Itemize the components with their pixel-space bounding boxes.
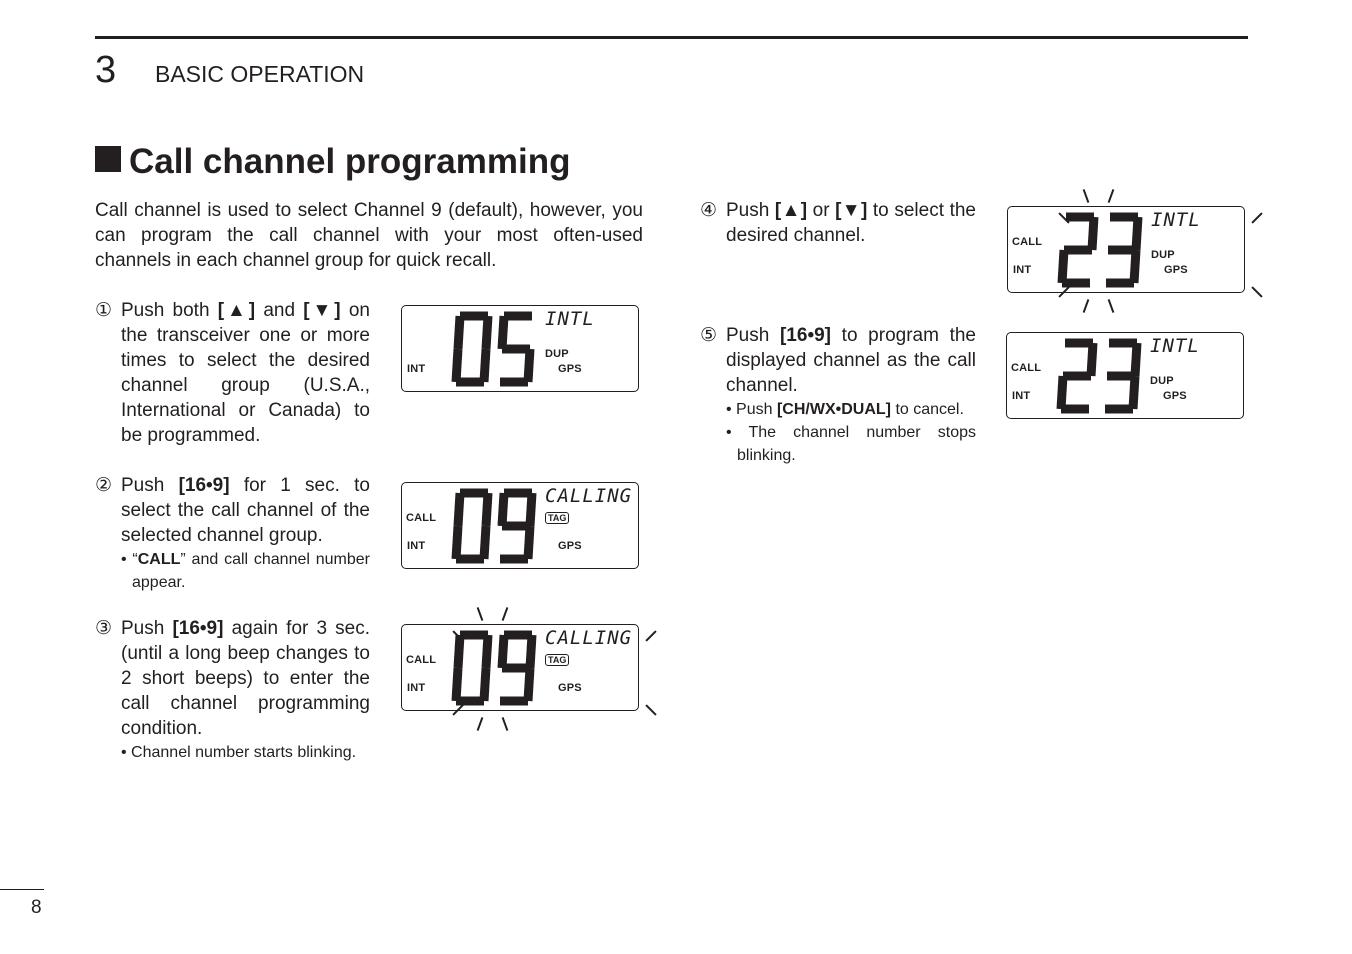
lcd-digits (402, 306, 640, 393)
page-number: 8 (31, 897, 42, 918)
text-run: to select the desired channel. (726, 200, 976, 246)
text-run: for 1 sec. to select the call channel of the selected channel group. (121, 475, 370, 546)
step-number: ① (95, 300, 113, 321)
square-bullet-icon (95, 146, 121, 172)
step-body (726, 323, 976, 467)
step-1 (95, 298, 370, 448)
blink-ray-icon (477, 717, 484, 731)
lcd-display-5 (1006, 332, 1244, 419)
lcd-digits (1008, 207, 1246, 294)
text-run: “ (132, 551, 138, 568)
lcd-int: INT (407, 540, 426, 552)
step-3 (95, 616, 370, 764)
step-body (121, 616, 370, 764)
text-run: Push both (121, 300, 218, 321)
lcd-dup: DUP (1150, 375, 1174, 387)
intro-paragraph: Call channel is used to select Channel 9 (default), however, you can program the call channel with your most often-used channels in each channel group for quick recall. (95, 200, 643, 271)
lcd-call: CALL (1012, 236, 1043, 248)
footer-rule (0, 889, 44, 890)
step-body (121, 473, 370, 594)
section-heading (95, 140, 570, 184)
lcd-mode: INTL (545, 308, 595, 330)
lcd-gps: GPS (1164, 264, 1188, 276)
text-run: ” and call channel number appear. (132, 551, 371, 591)
text-run: Push (726, 200, 775, 221)
text-run: to program the displayed channel as the call channel. (726, 325, 977, 396)
blink-ray-icon (1083, 189, 1090, 203)
key-label: [CH/WX•DUAL] (776, 401, 891, 418)
step-text (726, 323, 976, 398)
text-run: The channel number stops blinking. (737, 424, 976, 464)
text-run: on the transceiver one or more times to select the desired channel group (U.S.A., International or Canada) to be programmed. (121, 300, 370, 446)
blink-ray-icon (645, 630, 656, 641)
key-label: [16•9] (178, 475, 230, 496)
text-run: and (255, 300, 304, 321)
key-label: [▼] (303, 300, 341, 321)
lcd-gps: GPS (558, 682, 582, 694)
step-text (121, 616, 370, 741)
text-run: Push (121, 475, 179, 496)
lcd-call: CALL (406, 512, 437, 524)
step-text (121, 298, 370, 448)
key-label: [16•9] (172, 618, 224, 639)
step-text (726, 198, 976, 248)
step-text (121, 473, 370, 548)
lcd-display-1 (401, 305, 639, 392)
key-label: [▲] (217, 300, 256, 321)
text-run: Push (736, 401, 777, 418)
step-4 (700, 198, 976, 248)
key-label: CALL (137, 551, 181, 568)
step-number: ② (95, 475, 113, 496)
step-2 (95, 473, 370, 594)
bullet-icon: • (726, 401, 737, 418)
text-run: or (807, 200, 836, 221)
step-note (726, 421, 976, 467)
lcd-int: INT (1013, 264, 1032, 276)
lcd-int: INT (407, 682, 426, 694)
lcd-int: INT (407, 363, 426, 375)
chapter-title: BASIC OPERATION (155, 61, 365, 87)
step-note (121, 741, 370, 764)
blink-ray-icon (477, 607, 484, 621)
blink-ray-icon (1108, 189, 1115, 203)
step-body (726, 198, 976, 248)
lcd-call: CALL (1011, 362, 1042, 374)
blink-ray-icon (1108, 299, 1115, 313)
step-note (726, 398, 976, 421)
lcd-display-4 (1007, 206, 1245, 293)
lcd-dup: DUP (1151, 249, 1175, 261)
text-run: Channel number starts blinking. (131, 744, 357, 761)
chapter-number: 3 (95, 49, 117, 91)
bullet-icon: • (726, 424, 749, 441)
section-title: Call channel programming (129, 142, 571, 181)
step-number: ③ (95, 618, 113, 639)
key-label: [▼] (835, 200, 868, 221)
step-number: ⑤ (700, 325, 718, 346)
lcd-gps: GPS (1163, 390, 1187, 402)
lcd-display-3 (401, 624, 639, 711)
lcd-mode: CALLING (545, 485, 633, 507)
lcd-dup: DUP (545, 348, 569, 360)
bullet-icon: • (121, 744, 132, 761)
lcd-tag: TAG (545, 654, 569, 666)
blink-ray-icon (1251, 212, 1262, 223)
text-run: Push (726, 325, 780, 346)
text-run: Push (121, 618, 173, 639)
step-number: ④ (700, 200, 718, 221)
header-rule (95, 36, 1248, 39)
lcd-gps: GPS (558, 540, 582, 552)
lcd-call: CALL (406, 654, 437, 666)
key-label: [▲] (774, 200, 808, 221)
text-run: to cancel. (891, 401, 964, 418)
blink-ray-icon (502, 607, 509, 621)
lcd-mode: CALLING (545, 627, 633, 649)
key-label: [16•9] (779, 325, 831, 346)
text-run: again for 3 sec. (until a long beep changes to 2 short beeps) to enter the call channel programming condition. (121, 618, 370, 739)
step-5 (700, 323, 976, 467)
lcd-gps: GPS (558, 363, 582, 375)
lcd-mode: INTL (1150, 335, 1200, 357)
lcd-int: INT (1012, 390, 1031, 402)
lcd-digits (1007, 333, 1245, 420)
step-note (121, 548, 370, 594)
step-body (121, 298, 370, 448)
bullet-icon: • (121, 551, 133, 568)
blink-ray-icon (645, 704, 656, 715)
blink-ray-icon (502, 717, 509, 731)
lcd-mode: INTL (1151, 209, 1201, 231)
blink-ray-icon (1083, 299, 1090, 313)
lcd-display-2 (401, 482, 639, 569)
lcd-tag: TAG (545, 512, 569, 524)
blink-ray-icon (1251, 286, 1262, 297)
